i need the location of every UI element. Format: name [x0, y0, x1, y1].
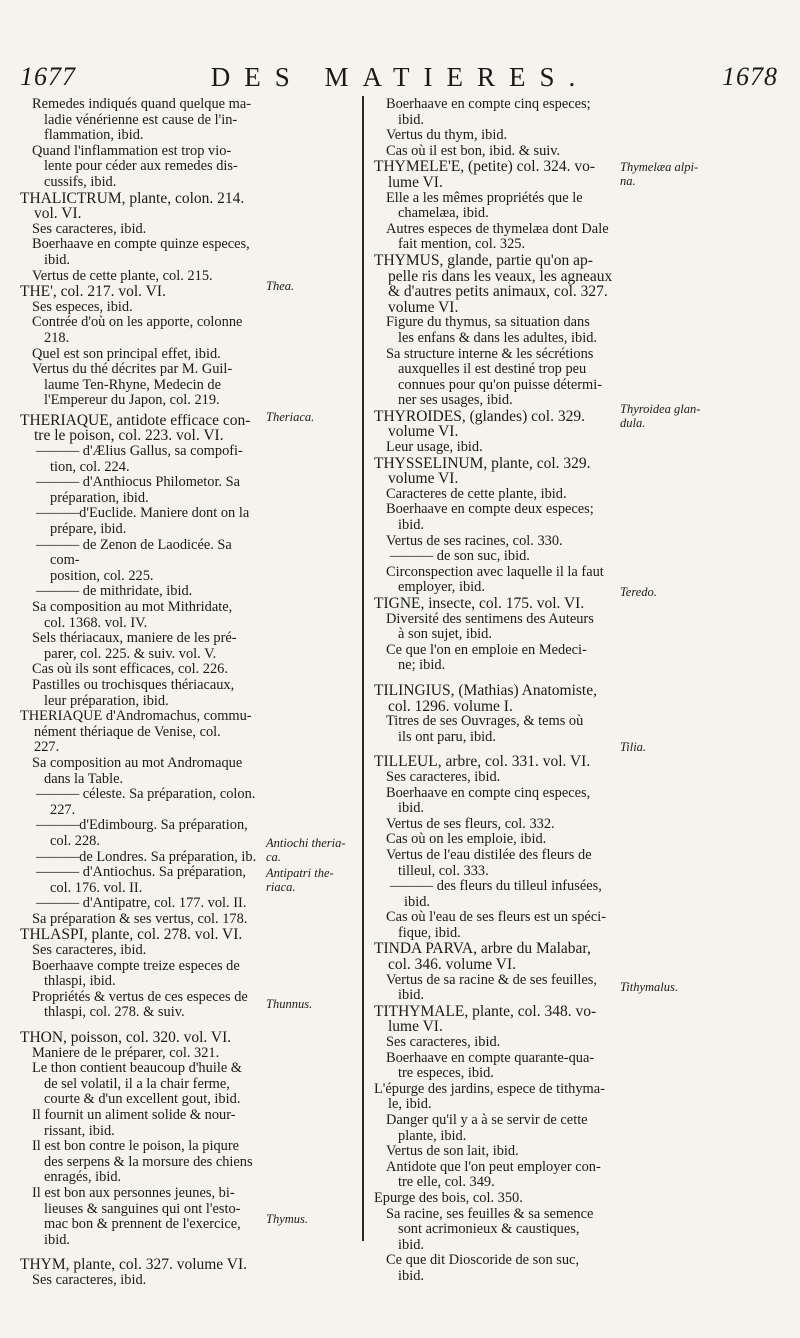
left-index-entry: ——— de mithridate, ibid. [36, 583, 193, 600]
right-index-entry: THYSSELINUM, plante, col. 329. volume VI. [374, 454, 591, 488]
left-index-entry: Quel est son principal effet, ibid. [32, 345, 221, 362]
right-index-entry: Vertus de son lait, ibid. [386, 1143, 519, 1160]
left-index-entry: ———d'Edimbourg. Sa préparation, col. 228. [36, 817, 248, 849]
left-index-entry: Vertus de cette plante, col. 215. [32, 267, 213, 284]
left-index-entry: ———d'Euclide. Maniere dont on la prépare, ibid. [36, 505, 250, 538]
right-index-entry: ——— de son suc, ibid. [390, 548, 530, 565]
right-index-entry: Ce que l'on en emploie en Medeci- ne; ibid. [386, 641, 587, 674]
right-index-entry: Antidote que l'on peut employer con- tre elle, col. 349. [386, 1158, 601, 1191]
right-index-entry: Vertus de ses racines, col. 330. [386, 532, 563, 549]
left-index-entry: Remedes indiqués quand quelque ma- ladie vénérienne est cause de l'in- flammation, ibid. [32, 96, 252, 144]
right-index-entry: Boerhaave en compte cinq especes, ibid. [386, 784, 591, 817]
left-index-entry: Propriétés & vertus de ces especes de thlaspi, col. 278. & suiv. [32, 988, 248, 1021]
margin-note-tilia: Tilia. [620, 740, 647, 754]
right-index-entry: Epurge des bois, col. 350. [374, 1189, 523, 1206]
left-index-entry: ——— céleste. Sa préparation, colon. 227. [36, 786, 256, 818]
page-number-left: 1677 [20, 62, 76, 91]
margin-note-antiochi: Antiochi theria- ca. [266, 836, 346, 864]
margin-note-antipatri: Antipatri the- riaca. [266, 866, 334, 894]
margin-note-tithymalus: Tithymalus. [620, 980, 678, 994]
left-index-entry: Cas où ils sont efficaces, col. 226. [32, 661, 228, 678]
right-index-entry: THYROIDES, (glandes) col. 329. volume VI. [374, 407, 585, 441]
right-index-entry: TINDA PARVA, arbre du Malabar, col. 346. volume VI. [374, 940, 591, 974]
right-index-entry: Sa racine, ses feuilles & sa semence sont acrimonieux & caustiques, ibid. [386, 1205, 594, 1253]
left-index-entry: THALICTRUM, plante, colon. 214. vol. VI. [20, 189, 245, 223]
left-index-entry: THERIAQUE d'Andromachus, commu- nément thériaque de Venise, col. 227. [20, 708, 252, 756]
left-index-entry: ——— d'Antiochus. Sa préparation, col. 176. vol. II. [36, 864, 247, 896]
left-index-entry: Ses especes, ibid. [32, 298, 133, 315]
left-index-entry: Ses caracteres, ibid. [32, 1271, 147, 1288]
right-index-entry: TIGNE, insecte, col. 175. vol. VI. [374, 595, 585, 612]
right-index-entry: Leur usage, ibid. [386, 439, 483, 456]
right-index-entry: TITHYMALE, plante, col. 348. vo- lume VI. [374, 1002, 597, 1036]
left-index-entry: Il fournit un aliment solide & nour- rissant, ibid. [32, 1107, 236, 1139]
right-index-entry: Boerhaave en compte deux especes; ibid. [386, 501, 594, 534]
right-index-entry: Cas où on les emploie, ibid. [386, 831, 547, 848]
right-index-entry: Titres de ses Ouvrages, & tems où ils ont paru, ibid. [386, 713, 584, 745]
right-index-entry: Autres especes de thymelæa dont Dale fait mention, col. 325. [386, 220, 609, 253]
left-index-entry: Le thon contient beaucoup d'huile & de sel volatil, il a la chair ferme, courte & d'un excellent gout, ibid. [32, 1060, 242, 1108]
left-index-entry: Maniere de le préparer, col. 321. [32, 1044, 220, 1061]
left-index-entry: THON, poisson, col. 320. vol. VI. [20, 1029, 232, 1047]
right-index-entry: Diversité des sentimens des Auteurs à son sujet, ibid. [386, 610, 594, 643]
left-index-entry: Sa composition au mot Andromaque dans la Table. [32, 754, 243, 787]
left-column [20, 97, 260, 1289]
margin-note-thea: Thea. [266, 279, 295, 293]
right-index-entry: Circonspection avec laquelle il la faut employer, ibid. [386, 563, 604, 596]
right-index-entry: Cas où il est bon, ibid. & suiv. [386, 142, 561, 159]
page-number-right: 1678 [722, 62, 778, 91]
right-column [374, 97, 614, 1285]
right-index-entry: Vertus de l'eau distilée des fleurs de tilleul, col. 333. [386, 846, 592, 879]
left-index-entry: ———de Londres. Sa préparation, ib. [36, 848, 257, 865]
right-index-entry: L'épurge des jardins, espece de tithyma- le, ibid. [374, 1080, 605, 1113]
left-index-entry: Sels thériacaux, maniere de les pré- parer, col. 225. & suiv. vol. V. [32, 630, 237, 662]
margin-note-thunnus: Thunnus. [266, 997, 313, 1011]
right-index-entry: THYMUS, glande, partie qu'on ap- pelle ris dans les veaux, les agneaux & d'autres petits animaux, col. 327. volume VI. [374, 251, 613, 316]
right-index-entry: Danger qu'il y a à se servir de cette plante, ibid. [386, 1112, 588, 1144]
left-index-entry: Boerhaave en compte quinze especes, ibid. [32, 236, 250, 268]
left-index-entry: Boerhaave compte treize especes de thlaspi, ibid. [32, 957, 240, 990]
right-index-entry: Boerhaave en compte cinq especes; ibid. [386, 96, 591, 128]
right-index-entry: Elle a les mêmes propriétés que le chamelæa, ibid. [386, 189, 583, 222]
left-index-entry: ——— d'Anthiocus Philometor. Sa préparation, ibid. [36, 474, 241, 506]
right-index-entry: Figure du thymus, sa situation dans les enfans & dans les adultes, ibid. [386, 314, 598, 346]
right-index-entry: TILINGIUS, (Mathias) Anatomiste, col. 1296. volume I. [374, 681, 597, 715]
right-index-entry: THYMELE'E, (petite) col. 324. vo- lume VI. [374, 158, 596, 191]
right-index-entry: ——— des fleurs du tilleul infusées, ibid. [390, 878, 602, 910]
margin-note-thymelaea: Thymelæa alpi- na. [620, 160, 699, 188]
left-index-entry: THE', col. 217. vol. VI. [20, 283, 166, 301]
left-index-entry: ——— de Zenon de Laodicée. Sa com- position, col. 225. [36, 536, 232, 584]
right-index-entry: Cas où l'eau de ses fleurs est un spéci- fique, ibid. [386, 909, 606, 941]
right-index-entry: Ses caracteres, ibid. [386, 768, 501, 785]
left-index-entry: THERIAQUE, antidote efficace con- tre le poison, col. 223. vol. VI. [20, 411, 251, 445]
left-index-entry: Vertus du thé décrites par M. Guil- laume Ten-Rhyne, Medecin de l'Empereur du Japon, col. 219. [32, 361, 233, 409]
margin-note-theriaca: Theriaca. [266, 410, 315, 424]
left-index-entry: Sa composition au mot Mithridate, col. 1368. vol. IV. [32, 599, 233, 631]
right-index-entry: Vertus de ses fleurs, col. 332. [386, 815, 555, 832]
left-index-entry: Quand l'inflammation est trop vio- lente pour céder aux remedes dis- cussifs, ibid. [32, 142, 238, 190]
left-index-entry: ——— d'Antipatre, col. 177. vol. II. [36, 895, 247, 912]
left-index-entry: Sa préparation & ses vertus, col. 178. [32, 910, 248, 927]
left-index-entry: Il est bon contre le poison, la piqure des serpens & la morsure des chiens enragés, ibid. [32, 1138, 253, 1186]
left-index-entry: THYM, plante, col. 327. volume VI. [20, 1256, 248, 1274]
left-index-entry: ——— d'Ælius Gallus, sa compofi- tion, col. 224. [36, 443, 243, 475]
column-divider [362, 96, 364, 1241]
right-index-entry: Ce que dit Dioscoride de son suc, ibid. [386, 1252, 580, 1284]
right-index-entry: Boerhaave en compte quarante-qua- tre especes, ibid. [386, 1049, 595, 1082]
margin-note-teredo: Teredo. [620, 585, 657, 599]
left-index-entry: Pastilles ou trochisques thériacaux, leur préparation, ibid. [32, 676, 235, 709]
left-index-entry: Il est bon aux personnes jeunes, bi- lieuses & sanguines qui ont l'esto- mac bon & prennent de l'exercice, ibid. [32, 1184, 241, 1248]
right-index-entry: Vertus du thym, ibid. [386, 127, 508, 144]
right-index-entry: Sa structure interne & les sécrétions auxquelles il est destiné trop peu connues pour qu'on puisse détermi- ner ses usages, ibid. [386, 345, 603, 409]
margin-note-thymus: Thymus. [266, 1212, 309, 1226]
running-title: DES MATIERES. [210, 62, 590, 92]
left-index-entry: Contrée d'où on les apporte, colonne 218. [32, 314, 243, 346]
left-index-entry: Ses caracteres, ibid. [32, 220, 147, 237]
right-index-entry: Ses caracteres, ibid. [386, 1034, 501, 1051]
left-index-entry: Ses caracteres, ibid. [32, 942, 147, 959]
right-index-entry: Vertus de sa racine & de ses feuilles, ibid. [386, 971, 597, 1004]
right-index-entry: TILLEUL, arbre, col. 331. vol. VI. [374, 753, 591, 771]
right-index-entry: Caracteres de cette plante, ibid. [386, 485, 567, 502]
margin-note-thyroidea: Thyroidea glan- dula. [620, 402, 701, 430]
left-index-entry: THLASPI, plante, col. 278. vol. VI. [20, 926, 243, 944]
